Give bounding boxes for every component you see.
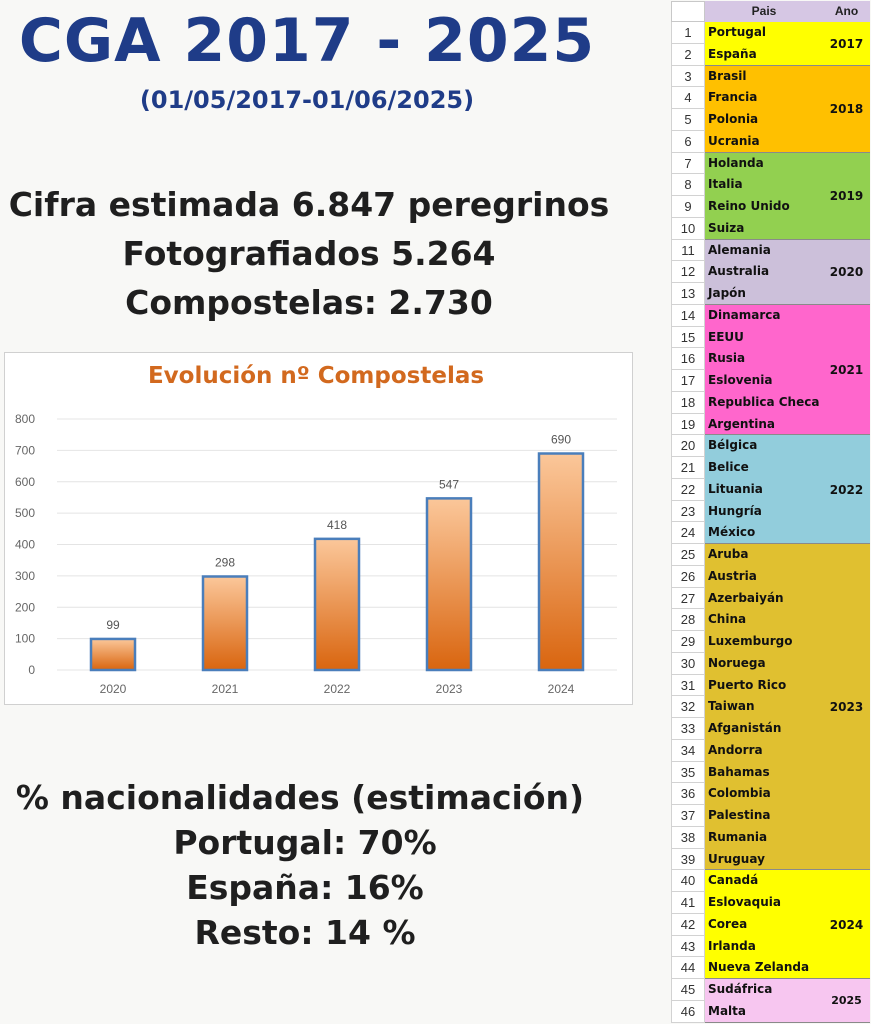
year-label: 2018 [829, 102, 864, 116]
year-label: 2019 [829, 189, 864, 203]
year-label: 2021 [829, 363, 864, 377]
row-number: 3 [671, 66, 705, 88]
row-number: 35 [671, 762, 705, 784]
stat-estimated-pilgrims: Cifra estimada 6.847 peregrinos [8, 185, 610, 224]
data-label: 298 [214, 555, 236, 570]
table-header-corner [671, 1, 705, 22]
country-cell: Holanda [708, 155, 764, 170]
x-tick-label: 2023 [435, 682, 463, 696]
y-tick-label: 500 [14, 506, 35, 521]
year-label: 2022 [829, 482, 864, 497]
row-number: 16 [671, 348, 705, 370]
country-cell: Belice [708, 460, 749, 474]
country-cell: Republica Checa [708, 394, 820, 409]
row-number: 4 [671, 87, 705, 109]
country-cell: Afganistán [708, 721, 782, 735]
country-cell: Reino Unido [708, 199, 790, 213]
row-number: 32 [671, 696, 705, 718]
bar-2023 [427, 498, 471, 670]
row-number: 6 [671, 131, 705, 153]
data-label: 418 [326, 517, 348, 532]
row-number: 15 [671, 327, 705, 349]
countries-by-year-table [671, 1, 870, 1022]
row-number: 8 [671, 174, 705, 196]
nationalities-heading: % nacionalidades (estimación) [15, 778, 585, 817]
country-cell: Eslovaquia [708, 895, 781, 909]
row-number: 45 [671, 979, 705, 1001]
country-cell: Francia [708, 90, 758, 105]
row-number: 2 [671, 44, 705, 66]
country-cell: Rumania [708, 829, 768, 844]
row-number: 33 [671, 718, 705, 740]
row-number: 25 [671, 544, 705, 566]
country-cell: Japón [708, 286, 746, 300]
row-number: 21 [671, 457, 705, 479]
nationalities-block [0, 775, 610, 955]
country-cell: Corea [708, 916, 748, 931]
row-number: 14 [671, 305, 705, 327]
country-cell: Italia [708, 177, 743, 192]
country-cell: Sudáfrica [708, 982, 773, 996]
country-cell: Uruguay [708, 851, 765, 866]
row-number: 22 [671, 479, 705, 501]
country-cell: Polonia [708, 112, 759, 126]
country-cell: Taiwan [708, 699, 755, 714]
country-cell: Malta [708, 1003, 746, 1018]
row-number: 30 [671, 653, 705, 675]
table-header-pais: Pais [705, 1, 823, 22]
country-cell: Irlanda [708, 938, 756, 953]
row-number: 43 [671, 936, 705, 958]
nationality-spain: España: 16% [186, 868, 424, 907]
country-cell: Puerto Rico [708, 677, 787, 692]
row-number: 19 [671, 414, 705, 436]
y-tick-label: 600 [14, 474, 35, 489]
compostelas-chart [4, 352, 633, 705]
stats-block [0, 180, 618, 327]
row-number: 40 [671, 870, 705, 892]
country-cell: Australia [708, 264, 770, 279]
row-number: 28 [671, 609, 705, 631]
country-cell: Lituania [708, 481, 763, 496]
row-number: 46 [671, 1001, 705, 1023]
country-cell: Luxemburgo [708, 634, 793, 648]
bar-2024 [539, 454, 583, 670]
y-tick-label: 0 [28, 663, 35, 677]
country-cell: Colombia [708, 786, 771, 801]
bar-2020 [91, 639, 135, 670]
data-label: 547 [438, 477, 460, 492]
x-tick-label: 2022 [323, 682, 351, 696]
country-cell: Alemania [708, 242, 771, 257]
row-number: 1 [671, 22, 705, 44]
row-number: 18 [671, 392, 705, 414]
compostelas-bar-chart [5, 353, 632, 704]
row-number: 39 [671, 849, 705, 871]
year-label: 2025 [831, 994, 862, 1008]
row-number: 42 [671, 914, 705, 936]
row-number: 11 [671, 240, 705, 262]
row-number: 13 [671, 283, 705, 305]
row-number: 26 [671, 566, 705, 588]
country-cell: Ucrania [708, 133, 760, 148]
row-number: 38 [671, 827, 705, 849]
table-header-ano: Ano [823, 1, 870, 22]
country-cell: México [708, 525, 756, 540]
country-cell: Hungría [708, 503, 762, 518]
country-cell: EEUU [708, 329, 744, 344]
row-number: 29 [671, 631, 705, 653]
country-cell: Eslovenia [708, 373, 773, 387]
y-tick-label: 700 [14, 443, 35, 458]
nationality-portugal: Portugal: 70% [173, 823, 437, 862]
data-label: 99 [106, 617, 120, 632]
row-number: 37 [671, 805, 705, 827]
row-number: 20 [671, 435, 705, 457]
row-number: 41 [671, 892, 705, 914]
country-cell: Nueva Zelanda [708, 960, 810, 975]
y-tick-label: 300 [14, 568, 35, 583]
row-number: 31 [671, 675, 705, 697]
row-number: 24 [671, 522, 705, 544]
country-cell: Portugal [708, 25, 767, 39]
row-number: 7 [671, 153, 705, 175]
row-number: 12 [671, 261, 705, 283]
y-tick-label: 400 [14, 537, 35, 552]
stat-compostelas: Compostelas: 2.730 [125, 283, 493, 322]
year-label: 2017 [829, 36, 864, 51]
year-label: 2024 [829, 917, 864, 932]
country-cell: Azerbaiyán [708, 590, 784, 605]
row-number: 5 [671, 109, 705, 131]
country-cell: Andorra [708, 742, 763, 757]
row-number: 10 [671, 218, 705, 240]
nationality-rest: Resto: 14 % [194, 913, 416, 952]
page-title: CGA 2017 - 2025 [18, 6, 596, 76]
stat-photographed: Fotografiados 5.264 [122, 234, 496, 273]
country-cell: Palestina [708, 808, 771, 822]
country-cell: Canadá [708, 873, 759, 888]
row-number: 27 [671, 588, 705, 610]
row-number: 17 [671, 370, 705, 392]
year-label: 2023 [829, 700, 864, 715]
row-number: 36 [671, 783, 705, 805]
y-tick-label: 100 [14, 631, 35, 646]
date-range-subtitle: (01/05/2017-01/06/2025) [139, 86, 475, 114]
bar-2022 [315, 539, 359, 670]
country-cell: Bélgica [708, 438, 758, 453]
x-tick-label: 2021 [211, 682, 239, 696]
table-header [671, 1, 870, 22]
row-number: 9 [671, 196, 705, 218]
chart-title: Evolución nº Compostelas [147, 363, 485, 389]
country-cell: España [708, 46, 757, 61]
data-label: 690 [550, 432, 572, 447]
country-cell: Rusia [708, 351, 746, 366]
y-tick-label: 800 [14, 412, 35, 426]
country-cell: Brasil [708, 68, 747, 83]
row-number: 44 [671, 957, 705, 979]
x-tick-label: 2024 [547, 682, 575, 696]
country-cell: Dinamarca [708, 307, 781, 322]
row-number: 23 [671, 501, 705, 523]
country-cell: Aruba [708, 547, 749, 561]
bar-2021 [203, 577, 247, 670]
country-cell: Suiza [708, 220, 745, 235]
year-label: 2020 [829, 265, 864, 280]
country-cell: Argentina [708, 416, 775, 431]
country-cell: Noruega [708, 655, 766, 670]
country-cell: China [708, 612, 747, 627]
y-tick-label: 200 [14, 600, 35, 615]
country-cell: Bahamas [708, 764, 770, 779]
country-cell: Austria [708, 568, 757, 583]
x-tick-label: 2020 [99, 682, 127, 696]
row-number: 34 [671, 740, 705, 762]
